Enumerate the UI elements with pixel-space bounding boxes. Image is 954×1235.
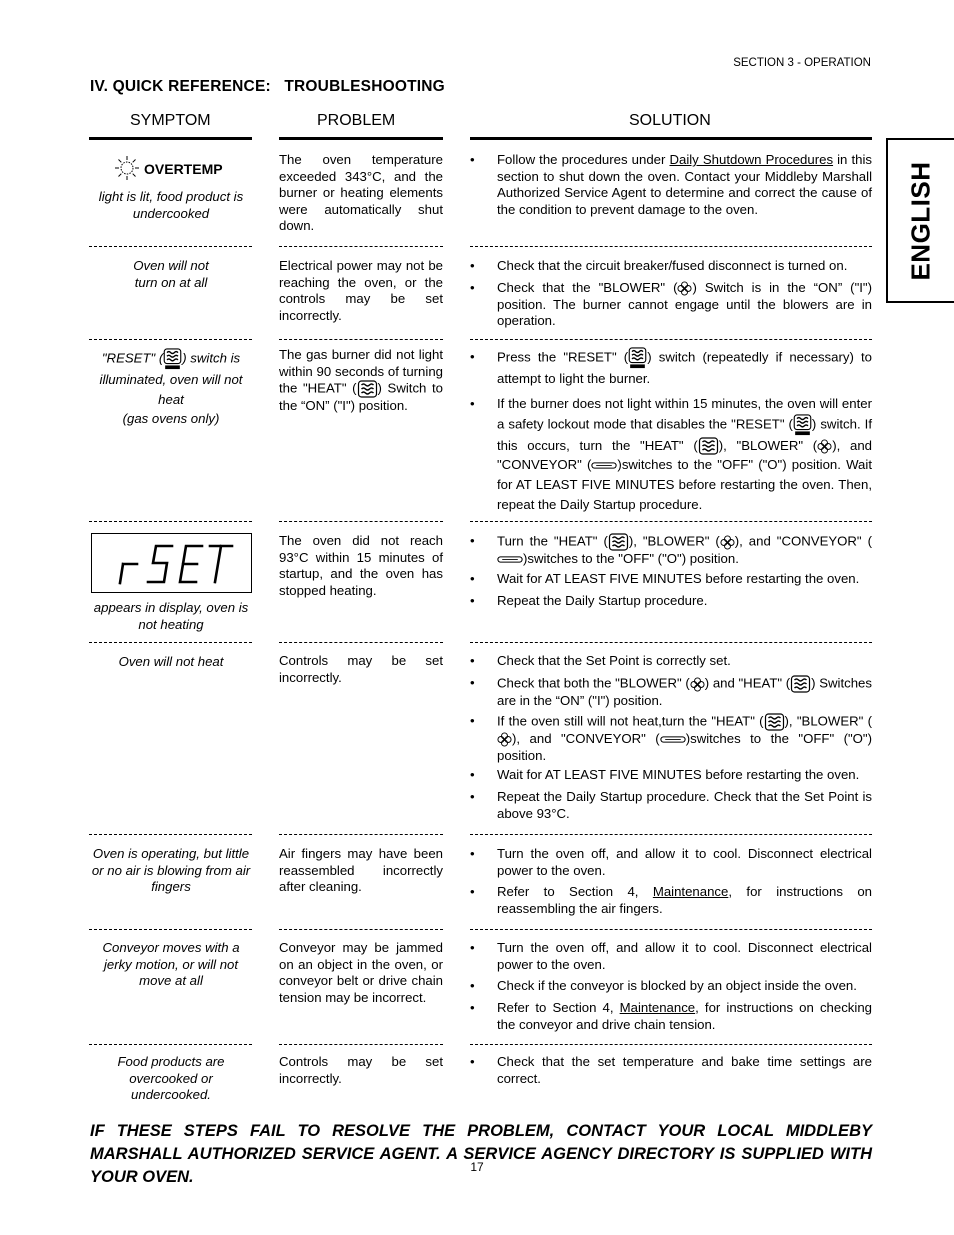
symptom-column-header: SYMPTOM (130, 112, 211, 129)
solution-text: ), "BLOWER" ( (784, 713, 872, 729)
heat-switch-icon (764, 713, 785, 731)
heat-switch-icon (608, 533, 629, 551)
row-divider (89, 521, 252, 522)
bullet: • (470, 280, 475, 295)
overtemp-indicator (114, 155, 254, 179)
bullet: • (470, 349, 475, 364)
symptom-text: Oven is operating, but little or no air is blowing from air fingers (91, 846, 251, 894)
heat-switch-icon (790, 675, 811, 693)
solution-item (470, 653, 872, 675)
problem-text: Air fingers may have been reassembled incorrectly after cleaning. (279, 846, 443, 894)
row-divider (279, 1044, 443, 1045)
row-divider (89, 1044, 252, 1045)
blower-fan-icon (497, 732, 512, 747)
solution-text: ) switch (repeatedly if necessary) to attempt to light the burner. (497, 349, 872, 386)
solution-list (470, 846, 872, 917)
bullet: • (470, 884, 475, 899)
language-tab-label: ENGLISH (905, 160, 936, 281)
reset-switch-icon (163, 348, 182, 370)
bullet: • (470, 533, 475, 548)
bullet: • (470, 767, 475, 782)
solution-item (470, 280, 872, 330)
solution-text: Check that the "BLOWER" ( (497, 280, 678, 295)
solution-text: ), "BLOWER" ( (718, 437, 818, 453)
solution-text: )switches to the "OFF" ("O") position. (497, 731, 872, 763)
symptom-line: Oven will not (133, 258, 209, 273)
problem-text: Controls may be set incorrectly. (279, 1054, 443, 1086)
solution-item (470, 675, 872, 713)
contact-notice: IF THESE STEPS FAIL TO RESOLVE THE PROBLEM, CONTACT YOUR LOCAL MIDDLEBY MARSHALL AUTHORIZED SERVICE AGENT. A SERVICE AGENCY DIRECTORY IS SUPPLIED WITH YOUR OVEN. (90, 1122, 872, 1186)
problem-text: The gas burner did not light within 90 seconds of turning the "HEAT" ( (279, 347, 443, 396)
solution-item (497, 152, 872, 218)
symptom-text: ) switch is illuminated, oven will not heat (99, 350, 243, 407)
solution-item (470, 1054, 872, 1087)
row-divider (89, 246, 252, 247)
solution-text: Wait for AT LEAST FIVE MINUTES before restarting the oven. (497, 767, 860, 782)
row-divider (470, 246, 872, 247)
bullet: • (470, 396, 475, 411)
row-divider (279, 834, 443, 835)
bullet: • (470, 653, 475, 668)
row-divider (279, 642, 443, 643)
problem-text: Controls may be set incorrectly. (279, 653, 443, 685)
blower-fan-icon (720, 535, 735, 550)
bullet: • (470, 978, 475, 993)
daily-shutdown-link[interactable]: Daily Shutdown Procedures (669, 152, 834, 167)
solution-text: )switches to the "OFF" ("O") position. (523, 551, 739, 566)
solution-item (470, 767, 872, 789)
conveyor-switch-icon (591, 461, 617, 470)
symptom-text: "RESET" ( (101, 350, 164, 366)
solution-list (470, 653, 872, 822)
solution-item (470, 1000, 872, 1033)
blower-fan-icon (817, 439, 832, 454)
solution-text: , for instructions on checking the conveyor and drive chain tension. (497, 1000, 872, 1032)
symptom-text: Food products are overcooked or undercooked. (117, 1054, 225, 1102)
symptom-line: turn on at all (134, 274, 208, 290)
solution-item (470, 571, 872, 593)
solution-list (470, 347, 872, 515)
section-header: SECTION 3 - OPERATION (733, 57, 871, 69)
solution-item (470, 593, 872, 610)
solution-text: ), and "CONVEYOR" ( (734, 533, 872, 549)
solution-text: Turn the "HEAT" ( (497, 533, 608, 549)
solution-text: Repeat the Daily Startup procedure. (497, 593, 708, 608)
solution-list (470, 152, 872, 222)
solution-text: , for instructions on reassembling the air fingers. (497, 884, 872, 916)
bullet: • (470, 789, 475, 804)
solution-text: Turn the oven off, and allow it to cool. Disconnect electrical power to the oven. (497, 940, 872, 972)
solution-text: )switches to the "OFF" ("O") position. Wait for AT LEAST FIVE MINUTES before restarting the oven. Then, repeat the Daily Startup procedure. (497, 457, 872, 512)
bullet: • (470, 258, 475, 273)
solution-text: Check that the circuit breaker/fused disconnect is turned on. (497, 258, 848, 273)
symptom-note: (gas ovens only) (122, 411, 220, 426)
reset-switch-icon (628, 347, 647, 369)
solution-text: ) switch. If this occurs, turn the "HEAT" ( (497, 416, 872, 453)
solution-text: Press the "RESET" ( (497, 349, 629, 365)
header-rule (470, 137, 872, 140)
bullet: • (470, 1054, 475, 1069)
row-divider (279, 246, 443, 247)
row-divider (89, 929, 252, 930)
language-tab (886, 138, 954, 303)
row-divider (279, 929, 443, 930)
solution-text: ), and "CONVEYOR" ( (497, 437, 872, 473)
solution-text: Refer to Section 4, (497, 884, 653, 899)
bullet: • (470, 593, 475, 608)
solution-text: ) and "HEAT" ( (704, 675, 791, 691)
solution-text: Repeat the Daily Startup procedure. Check that the Set Point is above 93°C. (497, 789, 872, 821)
row-divider (470, 521, 872, 522)
solution-item (470, 258, 872, 280)
problem-text: The oven temperature exceeded 343°C, and the burner or heating elements were automatically shut down. (279, 152, 443, 233)
display-panel (91, 533, 252, 593)
problem-text: The oven did not reach 93°C within 15 minutes of startup, and the oven has stopped heating. (279, 533, 443, 598)
symptom-text: appears in display, oven is not heating (93, 600, 249, 632)
row-divider (470, 339, 872, 340)
solution-text: Turn the oven off, and allow it to cool. Disconnect electrical power to the oven. (497, 846, 872, 878)
solution-item (470, 940, 872, 978)
header-rule (89, 137, 252, 140)
symptom-text: Oven will not heat (118, 654, 224, 669)
row-divider (279, 521, 443, 522)
solution-list (470, 940, 872, 1033)
solution-column-header: SOLUTION (629, 112, 711, 129)
problem-column-header: PROBLEM (317, 112, 396, 129)
bullet: • (470, 1000, 475, 1015)
solution-item (470, 846, 872, 884)
solution-item (470, 884, 872, 917)
conveyor-switch-icon (660, 735, 686, 744)
row-divider (89, 642, 252, 643)
symptom-text: Conveyor moves with a jerky motion, or will not move at all (102, 940, 240, 988)
page-number: 17 (470, 1160, 484, 1174)
solution-text: Check that the set temperature and bake time settings are correct. (497, 1054, 872, 1086)
blower-fan-icon (677, 281, 692, 296)
solution-list (470, 1054, 872, 1087)
row-divider (89, 339, 252, 340)
problem-text: Electrical power may not be reaching the oven, or the controls may be set incorrectly. (279, 258, 443, 323)
bullet: • (470, 152, 475, 167)
problem-text: Conveyor may be jammed on an object in the oven, or conveyor belt or drive chain tension may be incorrect. (279, 940, 443, 1005)
solution-text: ), and "CONVEYOR" ( (512, 731, 660, 746)
solution-item (470, 533, 872, 571)
solution-text: If the burner does not light within 15 minutes, the oven will enter a safety lockout mode that disables the "RESET" ( (497, 396, 872, 432)
solution-text: If the oven still will not heat,turn the "HEAT" ( (497, 713, 764, 729)
solution-text: ), "BLOWER" ( (628, 533, 720, 549)
solution-text: Check if the conveyor is blocked by an object inside the oven. (497, 978, 857, 993)
overtemp-label: OVERTEMP (144, 161, 223, 177)
row-divider (470, 834, 872, 835)
solution-item (470, 347, 872, 394)
problem-text (279, 347, 443, 415)
row-divider (470, 642, 872, 643)
solution-item (470, 789, 872, 822)
solution-text: Wait for AT LEAST FIVE MINUTES before restarting the oven. (497, 571, 860, 586)
row-divider (89, 834, 252, 835)
conveyor-switch-icon (497, 555, 523, 564)
bullet: • (470, 713, 475, 728)
symptom-text (89, 258, 253, 291)
symptom-text: light is lit, food product is undercooked (98, 189, 244, 221)
solution-item (470, 713, 872, 767)
bullet: • (470, 940, 475, 955)
solution-text: Follow the procedures under (497, 152, 670, 167)
blower-fan-icon (690, 677, 705, 692)
solution-item (470, 978, 872, 1000)
solution-text: Refer to Section 4, (497, 1000, 620, 1015)
solution-list (470, 533, 872, 610)
heat-switch-icon (698, 437, 719, 455)
page-title: IV. QUICK REFERENCE: TROUBLESHOOTING (90, 78, 445, 95)
heat-switch-icon (357, 380, 378, 398)
overtemp-light-icon (114, 155, 140, 181)
solution-text: Check that both the "BLOWER" ( (497, 675, 690, 691)
maintenance-link[interactable]: Maintenance (619, 1000, 696, 1015)
row-divider (279, 339, 443, 340)
symptom-text (89, 348, 253, 429)
bullet: • (470, 846, 475, 861)
problem-text: ) Switch to the “ON” ("I") position. (279, 380, 444, 413)
bullet: • (470, 571, 475, 586)
solution-text: in this section to shut down the oven. Contact your Middleby Marshall Authorized Service Agent to determine and correct the cause of the condition to prevent damage to the oven. (497, 152, 872, 217)
bullet: • (470, 675, 475, 690)
solution-text: ) Switch is in the “ON” ("I") position. The burner cannot engage until the blowers are in operation. (497, 280, 872, 328)
rset-display-readout (92, 534, 251, 592)
row-divider (470, 929, 872, 930)
maintenance-link[interactable]: Maintenance (652, 884, 729, 899)
header-rule (279, 137, 443, 140)
solution-text: Check that the Set Point is correctly set. (497, 653, 731, 668)
solution-list (470, 258, 872, 330)
row-divider (470, 1044, 872, 1045)
reset-switch-icon (793, 414, 812, 436)
solution-item (470, 394, 872, 515)
solution-text: ) Switches are in the “ON” ("I") position. (497, 675, 872, 708)
